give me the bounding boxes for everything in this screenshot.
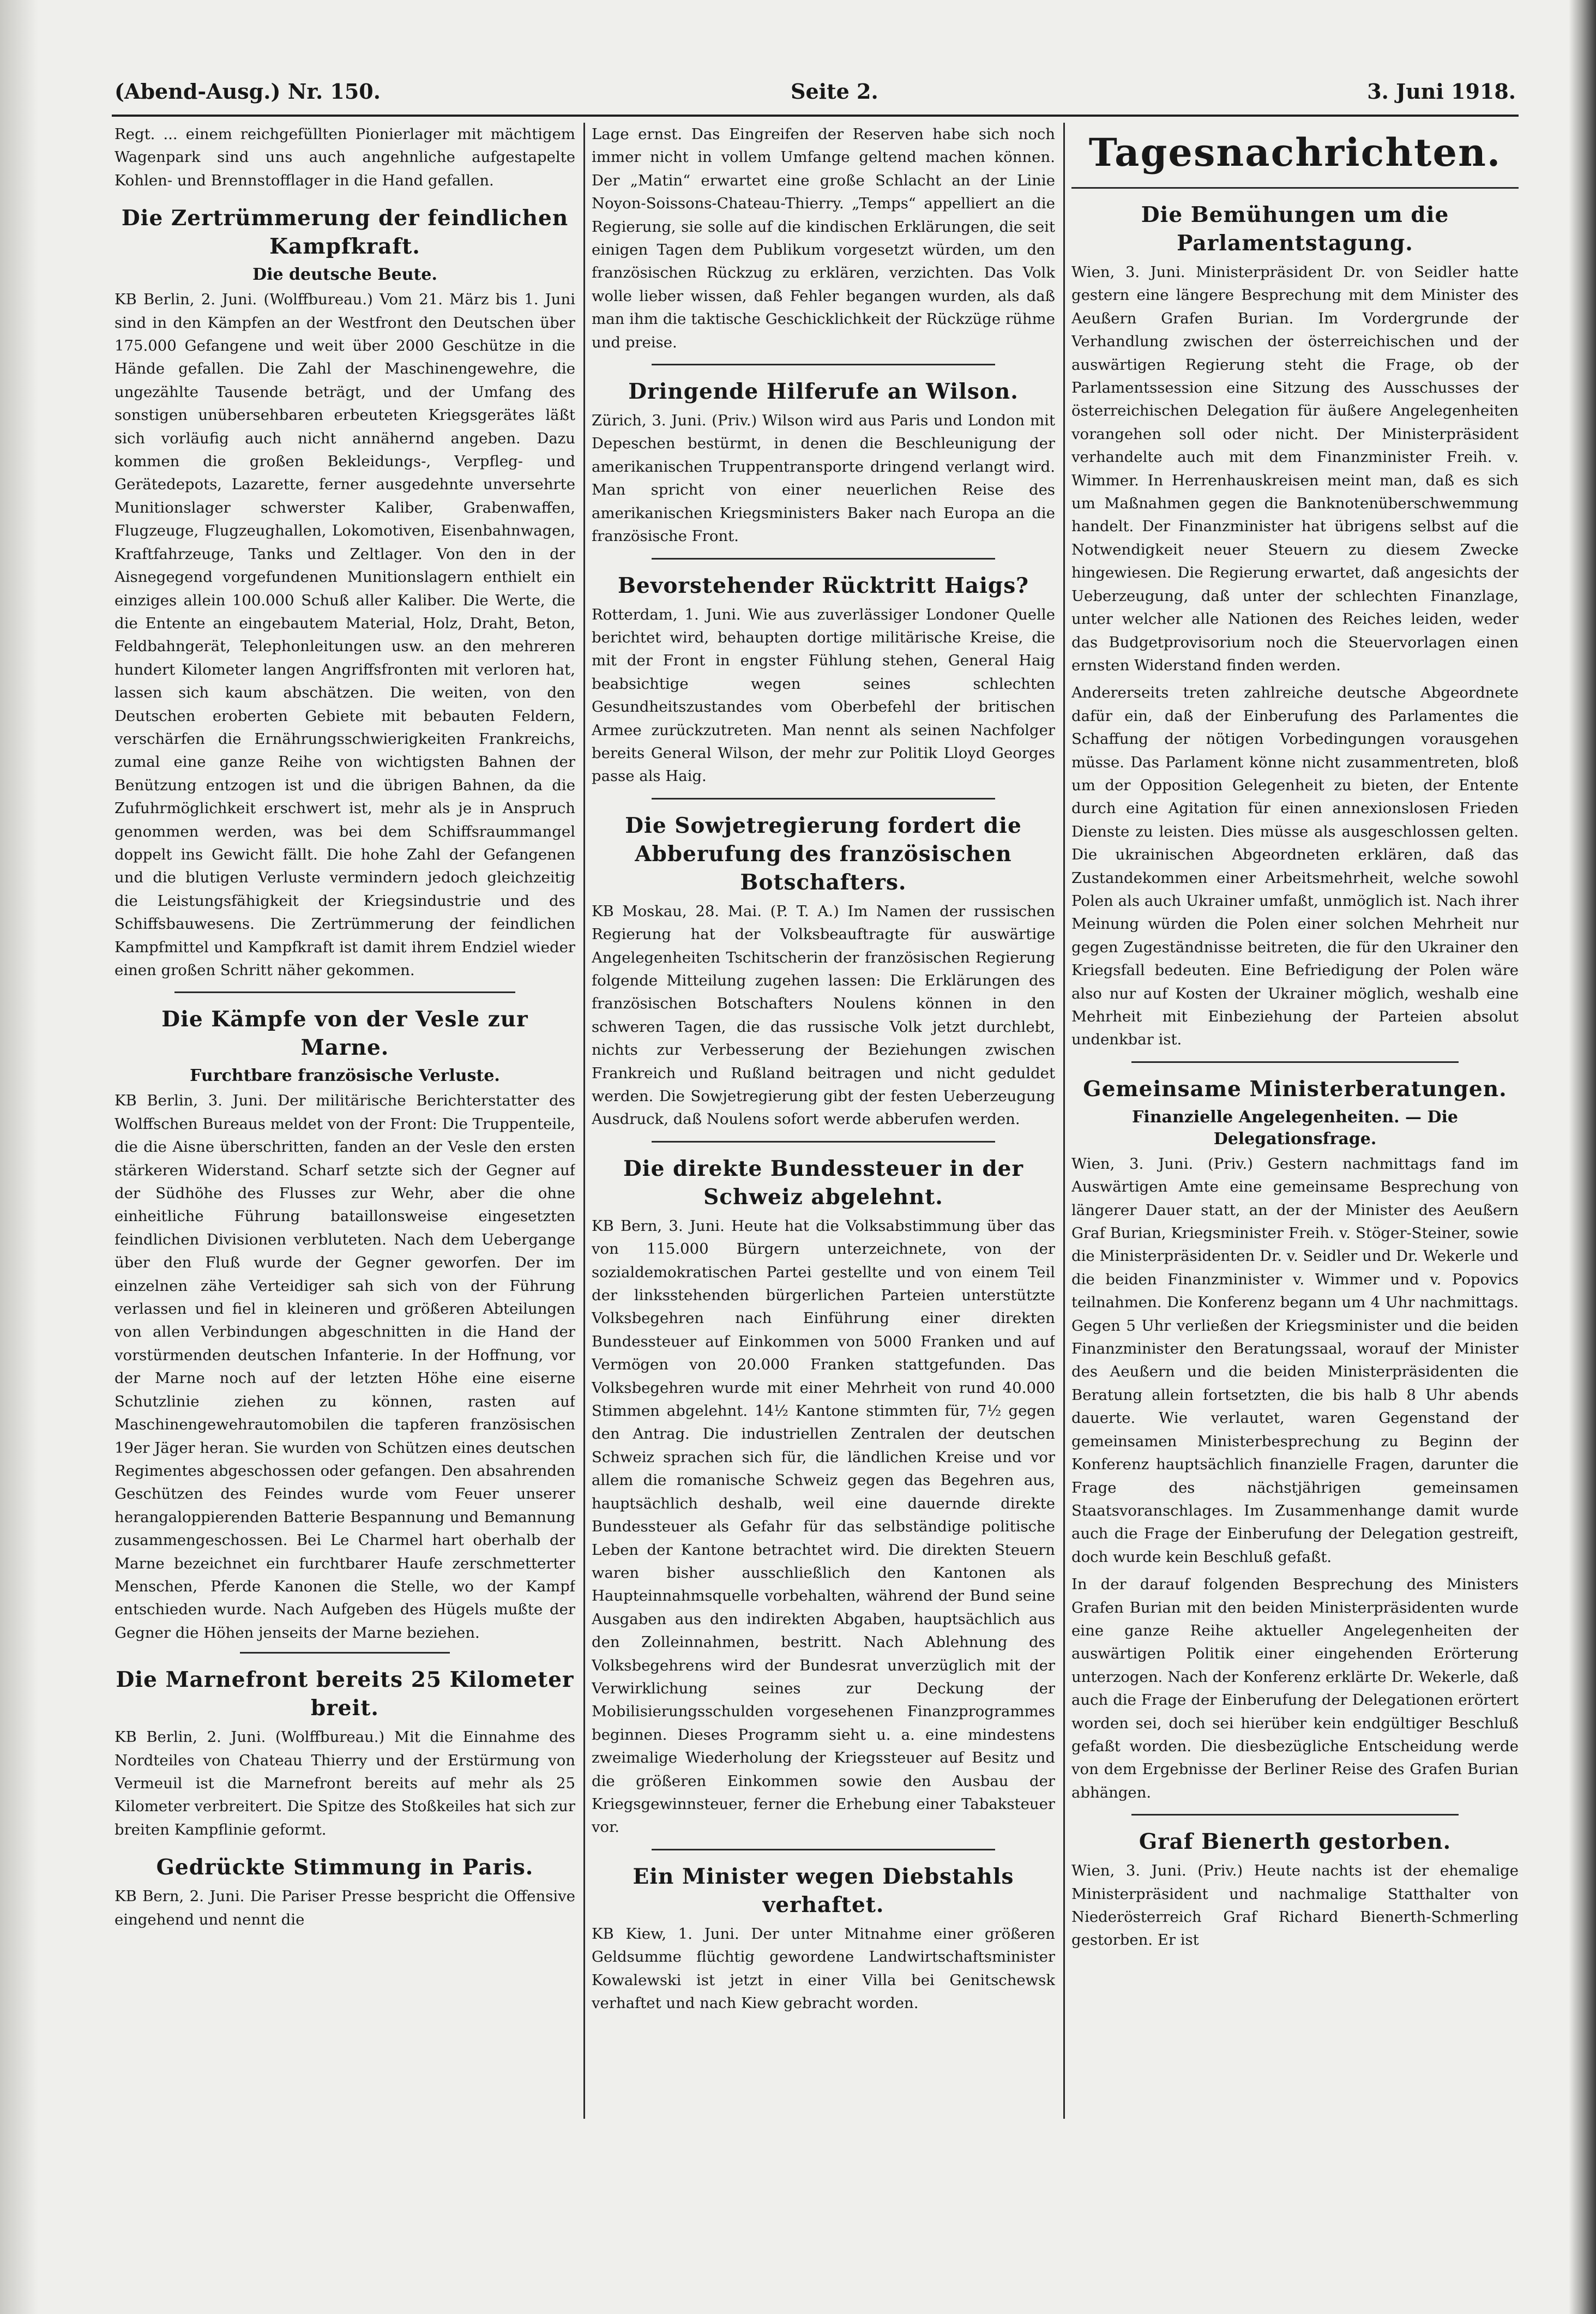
column-divider <box>1063 123 1065 2119</box>
section-rule <box>1071 187 1519 189</box>
header-rule <box>112 115 1519 117</box>
article-separator <box>652 558 995 560</box>
page-number: Seite 2. <box>791 79 878 104</box>
article-body: Andererseits treten zahlreiche deutsche Abgeordnete dafür ein, daß der Einberufung des Parlamentes die Schaffung der nötigen Vorbedingungen vorausgehen müsse. Das Parlament könne nicht zusammentreten, bloß um der Opposition Gelegenheit zu bieten, der Entente durch eine Agitation für einen annexionslosen Frieden Dienste zu leisten. Dies müsse als ausgeschlossen gelten. Die ukrainischen Abgeordneten erklären, daß das Zustandekommen einer Arbeitsmehrheit, welche sowohl Polen als auch Ukrainer umfaßt, unmöglich ist. Nach ihrer Meinung würden die Polen einer solchen Mehrheit nur gegen Zugeständnisse beitreten, die für den Ukrainer den Kriegsfall bedeuten. Eine Befriedigung der Polen wäre also nur auf Kosten der Ukrainer möglich, weshalb eine Mehrheit mit Einbeziehung der Parteien absolut undenkbar ist. <box>1071 684 1519 1049</box>
article-body: KB Berlin, 2. Juni. (Wolffbureau.) Mit die Einnahme des Nordteiles von Chateau Thierry und der Erstürmung von Vermeuil ist die Marnefront bereits auf mehr als 25 Kilometer verbreitert. Die Spitze des Stoßkeiles hat sich zur breiten Kampflinie geformt. <box>115 1728 575 1838</box>
column-divider <box>583 123 585 2119</box>
subheadline: Furchtbare französische Verluste. <box>190 1066 500 1086</box>
article-separator <box>652 364 995 365</box>
article-separator <box>240 1652 450 1654</box>
article-body: Wien, 3. Juni. (Priv.) Heute nachts ist der ehemalige Ministerpräsident und nachmalige Statthalter von Niederösterreich Graf Richard Bienerth-Schmerling gestorben. Er ist <box>1071 1862 1519 1949</box>
headline: Dringende Hilferufe an Wilson. <box>628 379 1019 405</box>
column-right <box>1071 123 1519 2113</box>
article-body: Wien, 3. Juni. Ministerpräsident Dr. von Seidler hatte gestern eine längere Besprechung mit dem Minister des Aeußern Grafen Burian. Im Vordergrunde der Verhandlung zwischen der österreichischen und der auswärtigen Regierung steht die Frage, ob der Parlamentssession eine Sitzung des Ausschusses der österreichischen Delegation für äußere Angelegenheiten vorangehen soll oder nicht. Der Ministerpräsident verhandelte auch mit dem Finanzminister Freih. v. Wimmer. In Herrenhauskreisen meint man, daß es sich um Maßnahmen gegen die Banknotenüberschwemmung handelt. Der Finanzminister hat übrigens selbst auf die Notwendigkeit neuer Steuern zu diesem Zwecke hingewiesen. Die Regierung erwartet, daß angesichts der Ueberzeugung, daß unter der schlechten Finanzlage, unter welcher alle Nationen des Reiches leiden, weder das Budgetprovisorium noch die Steuervorlagen einen ernsten Widerstand finden werden. <box>1071 263 1519 674</box>
article-separator <box>1131 1814 1459 1816</box>
article-continuation: Lage ernst. Das Eingreifen der Reserven habe sich noch immer nicht in vollem Umfange geltend machen können. Der „Matin“ erwartet eine große Schlacht an der Linie Noyon-Soissons-Chateau-Thierry. „Temps“ appelliert an die Regierung, sie solle auf die kindischen Erklärungen, die seit einigen Tagen dem Publikum vorgesetzt würden, um den französischen Rückzug zu erklären, verzichten. Das Volk wolle lieber wissen, daß Fehler begangen wurden, als daß man ihm die taktische Geschicklichkeit der Rückzüge rühme und preise. <box>592 125 1055 351</box>
headline: Graf Bienerth gestorben. <box>1139 1829 1452 1855</box>
section-title: Tagesnachrichten. <box>1088 130 1502 175</box>
article-separator <box>652 1141 995 1143</box>
article-body: Wien, 3. Juni. (Priv.) Gestern nachmittags fand im Auswärtigen Amte eine gemeinsame Besprechung von längerer Dauer statt, an der der Minister des Aeußern Graf Burian, Kriegsminister Freih. v. Stöger-Steiner, sowie die Ministerpräsidenten Dr. v. Seidler und Dr. Wekerle und die beiden Finanzminister v. Wimmer und v. Popovics teilnahmen. Die Konferenz begann um 4 Uhr nachmittags. Gegen 5 Uhr verließen der Kriegsminister und die beiden Finanzminister den Beratungssaal, worauf der Minister des Aeußern und die beiden Ministerpräsidenten die Beratung allein fortsetzten, die bis halb 8 Uhr abends dauerte. Wie verlautet, waren Gegenstand der gemeinsamen Ministerbesprechung zu Beginn der Konferenz hauptsächlich finanzielle Fragen, darunter die Frage des nächstjährigen gemeinsamen Staatsvoranschlages. Im Zusammenhange damit wurde auch die Frage der Einberufung der Delegation gestreift, doch wurde kein Beschluß gefaßt. <box>1071 1155 1519 1566</box>
article-body: Rotterdam, 1. Juni. Wie aus zuverlässiger Londoner Quelle berichtet wird, behaupten dortige militärische Kreise, die mit der Front in engster Fühlung stehen, General Haig beabsichtige wegen seines schlechten Gesundheitszustandes vom Oberbefehl der britischen Armee zurückzutreten. Man nennt als seinen Nachfolger bereits General Wilson, der mehr zur Politik Lloyd Georges passe als Haig. <box>592 605 1055 785</box>
page-fold-shadow <box>0 0 38 2314</box>
issue-number: (Abend-Ausg.) Nr. 150. <box>115 79 381 104</box>
subheadline: Die deutsche Beute. <box>252 265 437 285</box>
issue-date: 3. Juni 1918. <box>1367 79 1516 104</box>
headline: Die Marnefront bereits 25 Kilometer breit. <box>116 1667 574 1721</box>
article-body: KB Berlin, 3. Juni. Der militärische Berichterstatter des Wolffschen Bureaus meldet von der Front: Die Truppenteile, die die Aisne überschritten, fanden an der Vesle den ersten stärkeren Widerstand. Scharf setzte sich der Gegner auf der Südhöhe des Flusses zur Wehr, aber die ohne einheitliche Führung bataillonsweise eingesetzten feindlichen Divisionen verbluteten. Nach dem Uebergange über den Fluß wurde der Gegner geworfen. Der im einzelnen zähe Verteidiger sah sich von der Führung verlassen und fiel in kleineren und größeren Abteilungen von allen Verbindungen abgeschnitten in die Hand der vorstürmenden deutschen Infanterie. In der Hoffnung, vor der Marne noch auf der letzten Höhe eine eiserne Schutzlinie ziehen zu können, rasten auf Maschinengewehrautomobilen die tapferen französischen 19er Jäger heran. Sie wurden von Schützen eines deutschen Regimentes abgeschossen oder gefangen. Den absahrenden Geschützen des Feindes wurde vom Feuer unserer herangaloppierenden Batterie Bespannung und Bemannung zusammengeschossen. Bei Le Charmel hart oberhalb der Marne bezeichnet ein furchtbarer Haufe zerschmetterter Menschen, Pferde Kanonen die Stelle, wo der Kampf entschieden wurde. Nach Aufgeben des Hügels mußte der Gegner die Höhen jenseits der Marne beziehen. <box>115 1092 575 1642</box>
article-body: KB Kiew, 1. Juni. Der unter Mitnahme einer größeren Geldsumme flüchtig gewordene Landwirtschaftsminister Kowalewski ist jetzt in einer Villa bei Genitschewsk verhaftet und nach Kiew gebracht worden. <box>592 1925 1055 2012</box>
article-body: KB Berlin, 2. Juni. (Wolffbureau.) Vom 21. März bis 1. Juni sind in den Kämpfen an der Westfront den Deutschen über 175.000 Gefangene und weit über 2000 Geschütze in die Hände gefallen. Die Zahl der Maschinengewehre, die ungezählte Tausende beträgt, und der Umfang des sonstigen unübersehbaren erbeuteten Kriegsgerätes läßt sich vorläufig auch nicht annähernd angeben. Dazu kommen die großen Bekleidungs-, Verpfleg- und Gerätedepots, Lazarette, ferner ausgedehnte unversehrte Munitionslager schwerster Kaliber, Grabenwaffen, Flugzeuge, Flugzeughallen, Lokomotiven, Eisenbahnwagen, Kraftfahrzeuge, Tanks und Zeltlager. Von den in der Aisnegegend vorgefundenen Munitionslagern enthielt ein einziges allein 100.000 Schuß aller Kaliber. Die Werte, die die Entente an eingebautem Material, Holz, Draht, Beton, Feldbahngerät, Telephonleitungen usw. an den mehreren hundert Kilometer langen Angriffsfronten mit verloren hat, lassen sich kaum abschätzen. Die weiten, von den Deutschen eroberten Gebiete mit bebauten Feldern, verschärfen die Ernährungsschwierigkeiten Frankreichs, zumal eine ganze Reihe von wichtigsten Bahnen der Benützung entzogen ist und die übrigen Bahnen, da die Zufuhrmöglichkeit erschwert ist, mehr als je in Anspruch genommen werden, was bei dem Schiffsraummangel doppelt ins Gewicht fällt. Die hohe Zahl der Gefangenen und die blutigen Verluste vermindern jedoch gleichzeitig die Leistungsfähigkeit der Kriegsindustrie und des Schiffsbauwesens. Die Zertrümmerung der feindlichen Kampfmittel und Kampfkraft ist damit ihrem Endziel wieder einen großen Schritt näher gekommen. <box>115 291 575 979</box>
article-separator <box>174 991 515 993</box>
article-continuation: Regt. ... einem reichgefüllten Pionierlager mit mächtigem Wagenpark sind uns auch angehnliche aufgestapelte Kohlen- und Brennstofflager in die Hand gefallen. <box>115 125 575 189</box>
page-header <box>115 74 1516 112</box>
article-separator <box>1131 1061 1459 1063</box>
article-body: KB Bern, 2. Juni. Die Pariser Presse bespricht die Offensive eingehend und nennt die <box>115 1888 575 1928</box>
headline: Die Sowjetregierung fordert die Abberufung des französischen Botschafters. <box>625 813 1022 895</box>
headline: Die Zertrümmerung der feindlichen Kampfkraft. <box>121 206 569 260</box>
headline: Ein Minister wegen Diebstahls verhaftet. <box>633 1864 1014 1918</box>
article-separator <box>652 1849 995 1850</box>
article-body: In der darauf folgenden Besprechung des Ministers Grafen Burian mit den beiden Ministerpräsidenten wurde eine ganze Reihe aktueller Angelegenheiten der auswärtigen Politik einer eingehenden Erörterung unterzogen. Nach der Konferenz erklärte Dr. Wekerle, daß auch die Frage der Einberufung der Delegationen erörtert worden sei, doch sei hierüber kein endgültiger Beschluß gefaßt worden. Die diesbezügliche Entscheidung werde von dem Ergebnisse der Berliner Reise des Grafen Burian abhängen. <box>1071 1576 1519 1801</box>
article-body: KB Moskau, 28. Mai. (P. T. A.) Im Namen der russischen Regierung hat der Volksbeauftragte für auswärtige Angelegenheiten Tschitscherin der französischen Regierung folgende Mitteilung zugehen lassen: Die Erklärungen des französischen Botschafters Noulens können in den schweren Tagen, die das russische Volk jetzt durchlebt, nichts zur Verbesserung der Beziehungen zwischen Frankreich und Rußland beitragen und nicht geduldet werden. Die Sowjetregierung gibt der festen Ueberzeugung Ausdruck, daß Noulens sofort werde abberufen werden. <box>592 902 1055 1128</box>
headline: Die Kämpfe von der Vesle zur Marne. <box>161 1007 528 1061</box>
headline: Gedrückte Stimmung in Paris. <box>156 1855 534 1880</box>
headline: Bevorstehender Rücktritt Haigs? <box>617 573 1029 598</box>
headline: Die Bemühungen um die Parlamentstagung. <box>1141 202 1449 256</box>
headline: Gemeinsame Ministerberatungen. <box>1083 1076 1507 1102</box>
subheadline: Finanzielle Angelegenheiten. — Die Delegationsfrage. <box>1132 1107 1458 1149</box>
article-body: KB Bern, 3. Juni. Heute hat die Volksabstimmung über das von 115.000 Bürgern unterzeichnete, von der sozialdemokratischen Partei gestellte und von einem Teil der linksstehenden bürgerlichen Parteien unterstützte Volksbegehren nach Einführung einer direkten Bundessteuer auf Einkommen von 5000 Franken und auf Vermögen von 20.000 Franken stattgefunden. Das Volksbegehren wurde mit einer Mehrheit von rund 40.000 Stimmen abgelehnt. 14½ Kantone stimmten für, 7½ gegen den Antrag. Die industriellen Zentralen der deutschen Schweiz sprachen sich für, die ländlichen Kreise und vor allem die romanische Schweiz gegen das Begehren aus, hauptsächlich deshalb, weil eine dauernde direkte Bundessteuer als Gefahr für das selbständige politische Leben der Kantone betrachtet wird. Die direkten Steuern waren bisher ausschließlich den Kantonen als Haupteinnahmsquelle vorbehalten, während der Bund seine Ausgaben aus den indirekten Abgaben, hauptsächlich aus den Zolleinnahmen, bestritt. Nach Ablehnung des Volksbegehrens wird der Bundesrat unverzüglich mit der Verwirklichung seines zur Deckung der Mobilisierungsschulden vorgesehenen Finanzprogrammes beginnen. Dieses Programm sieht u. a. eine mindestens zweimalige Wiederholung der Kriegssteuer auf Besitz und die größeren Einkommen sowie den Ausbau der Kriegsgewinnsteuer, ferner die Erhebung einer Tabaksteuer vor. <box>592 1217 1055 1836</box>
column-middle <box>592 123 1055 2113</box>
headline: Die direkte Bundessteuer in der Schweiz abgelehnt. <box>623 1156 1024 1210</box>
article-separator <box>652 798 995 800</box>
article-body: Zürich, 3. Juni. (Priv.) Wilson wird aus Paris und London mit Depeschen bestürmt, in denen die Beschleunigung der amerikanischen Truppentransporte dringend verlangt wird. Man spricht von einer neuerlichen Reise des amerikanischen Kriegsministers Baker nach Europa an die französische Front. <box>592 412 1055 545</box>
column-left <box>115 123 575 2113</box>
page-edge-shadow <box>1569 0 1596 2314</box>
